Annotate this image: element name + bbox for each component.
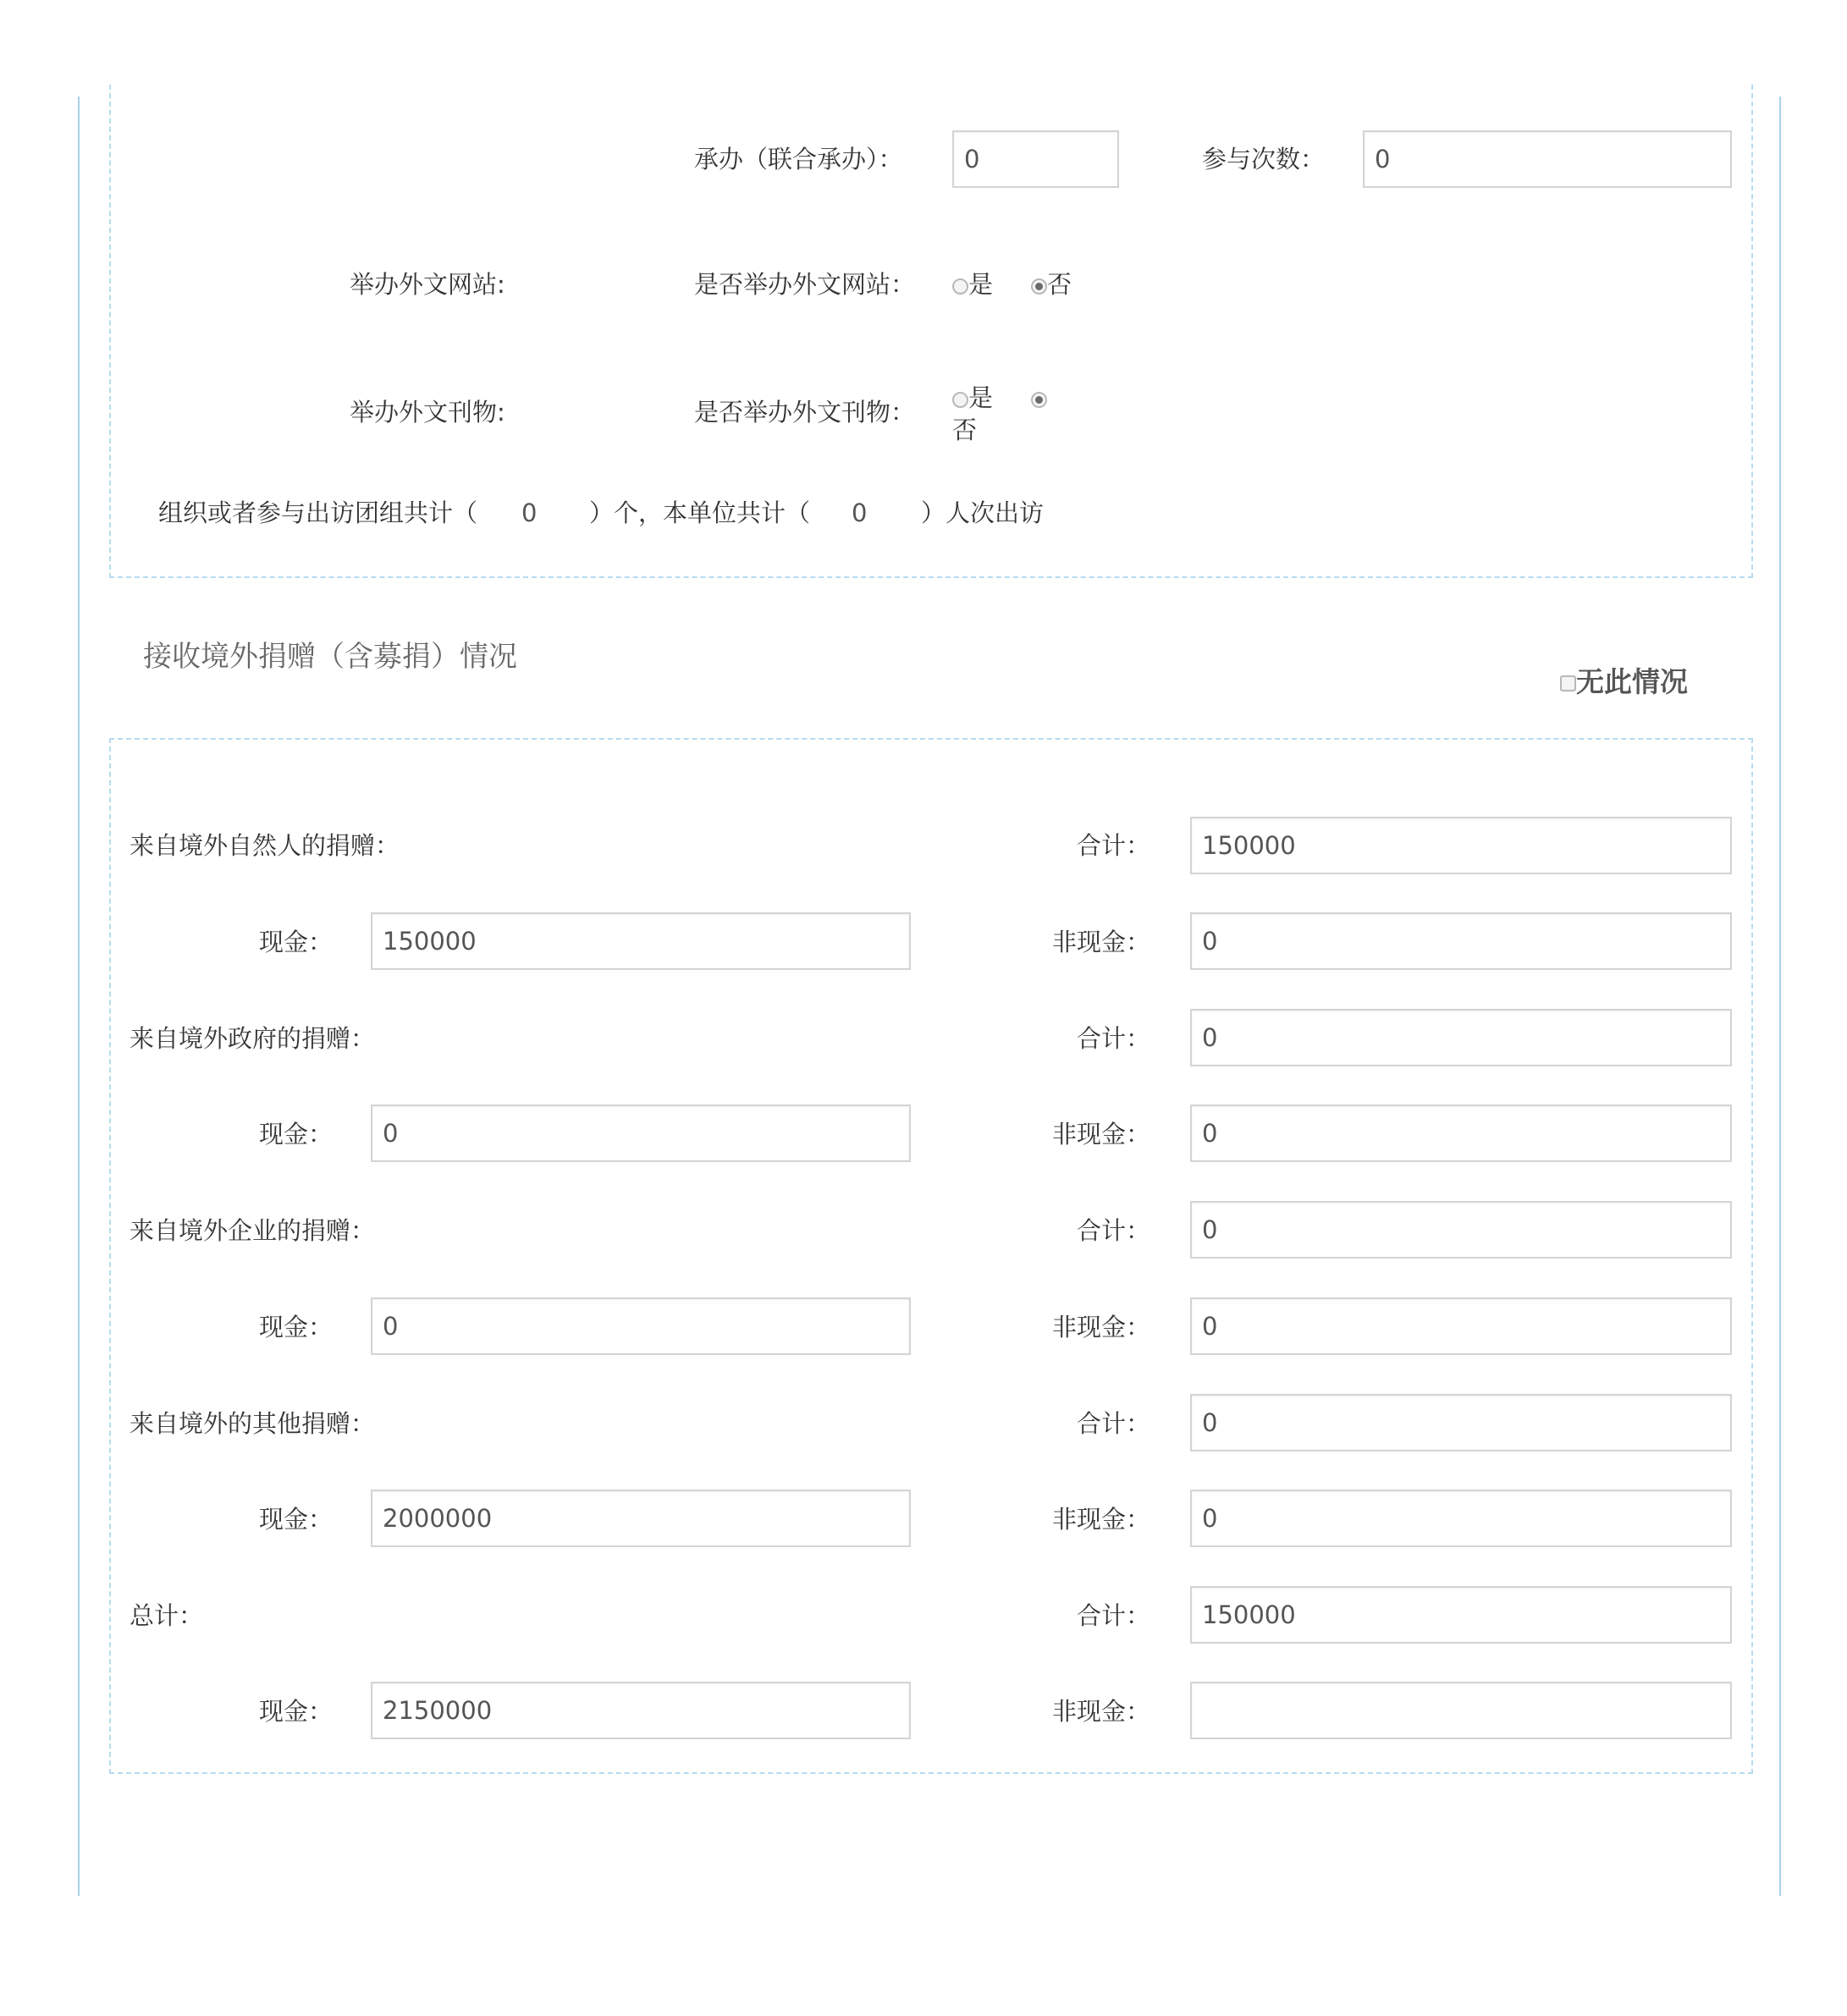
donations-section-title: 接收境外捐赠（含募捐）情况 <box>143 640 517 674</box>
journal-row-label: 举办外文刊物: <box>350 398 505 427</box>
total-label: 合计： <box>1077 1601 1151 1630</box>
total-field[interactable] <box>1190 1009 1732 1066</box>
total-label: 合计： <box>1077 1409 1151 1438</box>
donation-group-title: 来自境外政府的捐赠： <box>130 1024 376 1053</box>
no-situation-toggle[interactable] <box>1560 660 1688 700</box>
noncash-label: 非现金： <box>1052 1120 1151 1148</box>
noncash-label: 非现金： <box>1052 1505 1151 1534</box>
no-situation-label: 无此情况 <box>1576 665 1688 698</box>
total-label: 合计： <box>1077 1024 1151 1053</box>
cash-field[interactable] <box>371 1297 911 1355</box>
cash-label: 现金： <box>259 1697 334 1726</box>
visits-middle: ）个，本单位共计（ <box>589 498 811 527</box>
participate-count-field[interactable] <box>1363 130 1732 188</box>
journal-yes-radio-icon[interactable] <box>952 392 968 408</box>
visits-groups-value[interactable]: 0 <box>521 498 538 527</box>
cash-field[interactable] <box>371 912 911 970</box>
website-radio-no[interactable] <box>1031 267 1072 301</box>
website-row-label: 举办外文网站: <box>350 270 505 299</box>
noncash-field[interactable] <box>1190 1297 1732 1355</box>
website-question-label: 是否举办外文网站： <box>694 270 916 299</box>
cash-label: 现金： <box>259 1313 334 1341</box>
visits-suffix: ）人次出访 <box>921 498 1045 527</box>
noncash-field[interactable] <box>1190 912 1732 970</box>
journal-radio-no-icon-wrap[interactable] <box>1031 381 1047 415</box>
noncash-field[interactable] <box>1190 1104 1732 1162</box>
total-field[interactable] <box>1190 1201 1732 1259</box>
noncash-label: 非现金： <box>1052 928 1151 956</box>
donation-group-title: 来自境外企业的捐赠： <box>130 1216 376 1245</box>
noncash-label: 非现金： <box>1052 1313 1151 1341</box>
visits-prefix: 组织或者参与出访团组共计（ <box>158 498 478 527</box>
noncash-label: 非现金： <box>1052 1697 1151 1726</box>
cash-field[interactable] <box>371 1682 911 1739</box>
no-situation-checkbox[interactable] <box>1560 675 1576 691</box>
noncash-field[interactable] <box>1190 1682 1732 1739</box>
journal-no-radio-icon[interactable] <box>1031 392 1047 408</box>
cash-field[interactable] <box>371 1104 911 1162</box>
total-field[interactable] <box>1190 1394 1732 1451</box>
host-field[interactable] <box>952 130 1119 188</box>
cash-field[interactable] <box>371 1490 911 1547</box>
donation-group-title: 来自境外自然人的捐赠： <box>130 831 400 860</box>
donation-group-title: 来自境外的其他捐赠： <box>130 1409 376 1438</box>
donation-group-title: 总计： <box>130 1601 204 1630</box>
total-field[interactable] <box>1190 1586 1732 1644</box>
total-label: 合计： <box>1077 1216 1151 1245</box>
noncash-field[interactable] <box>1190 1490 1732 1547</box>
cash-label: 现金： <box>259 1505 334 1534</box>
cash-label: 现金： <box>259 1120 334 1148</box>
visits-people-value[interactable]: 0 <box>852 498 868 527</box>
journal-question-label: 是否举办外文刊物： <box>694 398 916 427</box>
journal-radio-yes[interactable] <box>952 381 993 415</box>
website-no-radio-icon[interactable] <box>1031 278 1047 295</box>
journal-yes-text: 是 <box>968 383 994 412</box>
cash-label: 现金： <box>259 928 334 956</box>
total-field[interactable] <box>1190 817 1732 874</box>
website-yes-text: 是 <box>968 270 994 299</box>
website-yes-radio-icon[interactable] <box>952 278 968 295</box>
host-label: 承办（联合承办）： <box>694 145 903 174</box>
journal-no-text: 否 <box>952 416 978 444</box>
website-no-text: 否 <box>1047 270 1072 299</box>
website-radio-yes[interactable] <box>952 267 993 301</box>
participate-count-label: 参与次数： <box>1202 145 1326 174</box>
total-label: 合计： <box>1077 831 1151 860</box>
